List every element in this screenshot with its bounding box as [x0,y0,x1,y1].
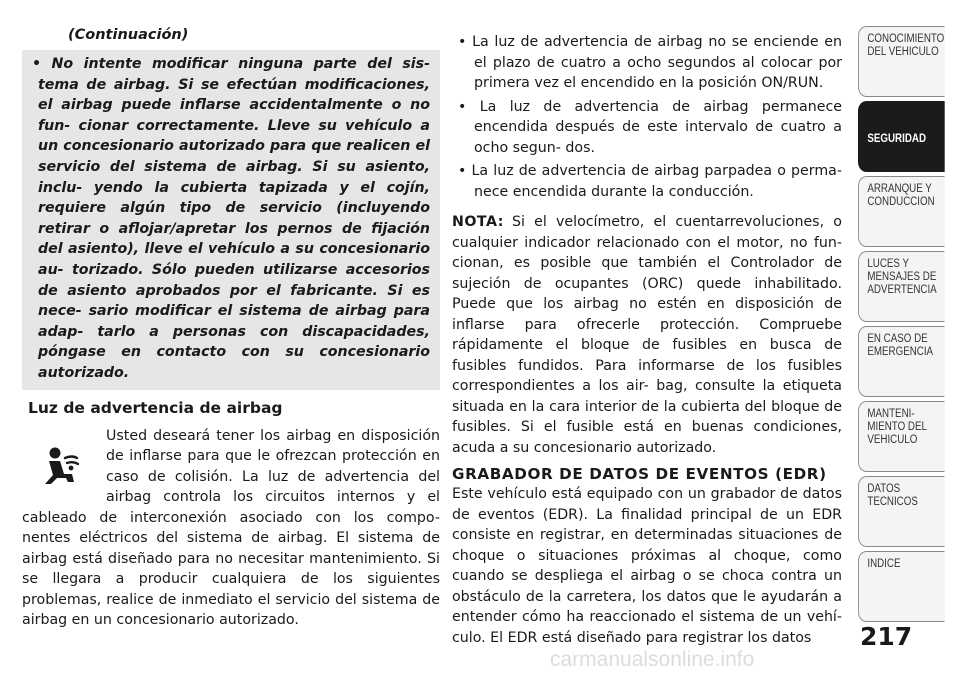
nota-label: NOTA: [452,214,504,230]
bullet-list [452,32,842,202]
page-number: 217 [860,622,913,651]
warning-text: • No intente modificar ninguna parte del sis- tema de airbag. Si se efectúan modificaciones, el airbag puede inflarse accidentalmente o no fun- cionar correctamente. Lleve su vehículo a un concesionario autorizado para que realicen el servicio del sistema de airbag. Si su asiento, inclu- yendo la cubierta tapizada y el cojín, requiere algún tipo de servicio (incluyendo retirar o aflojar/apretar los pernos de fijación del asiento), lleve el vehículo a su concesionario au- torizado. Sólo pueden utilizarse accesorios de asiento aprobados por el fabricante. Si es nece- sario modificar el sistema de airbag para adap- tarlo a personas con discapacidades, póngase en contacto con su concesionario autorizado. [32,56,430,381]
list-item: • La luz de advertencia de airbag permanece encendida después de este intervalo de cuatro a ocho segun- dos. [458,98,842,156]
tab-seguridad[interactable]: SEGURIDAD [858,101,945,172]
nota-text: Si el velocímetro, el cuentarrevoluciones, o cualquier indicador relacionado con el motor, no fun- cionan, es posible que también el Controlador de sujeción de ocupantes (ORC) quede inhabilitado. Puede que los airbag no estén en disposición de inflarse para ofrecerle protección. Compruebe rápidamente el bloque de fusibles en busca de fusibles fundidos. Para informarse de los fusibles correspondientes a los air- bag, consulte la etiqueta situada en la cara interior de la cubierta del bloque de fusibles. Si el fusible está en buenas condiciones, acuda a su concesionario autorizado. [452,214,842,456]
right-column [452,32,842,648]
airbag-warning-icon [22,428,100,506]
edr-heading: GRABADOR DE DATOS DE EVENTOS (EDR) [452,465,827,483]
list-item: • La luz de advertencia de airbag parpadea o perma- nece encendida durante la conducción. [458,163,842,200]
list-item: • La luz de advertencia de airbag no se enciende en el plazo de cuatro a ocho segundos al colocar por primera vez el encendido en la posición ON/RUN. [458,34,842,91]
tab-emergencia[interactable]: EN CASO DE EMERGENCIA [858,326,945,397]
edr-paragraph: Este vehículo está equipado con un grabador de datos de eventos (EDR). La finalidad principal de un EDR consiste en registrar, en determinadas situaciones de choque o situaciones próximas al choque, como cuando se despliega el airbag o se choca contra un obstáculo de la carretera, los datos que le ayudarán a entender cómo ha reaccionado el sistema de un vehí- culo. El EDR está diseñado para registrar los datos [452,486,842,646]
airbag-paragraph [22,426,440,631]
warning-box [22,50,440,390]
tab-arranque[interactable]: ARRANQUE Y CONDUCCION [858,176,945,247]
tab-luces[interactable]: LUCES Y MENSAJES DE ADVERTENCIA [858,251,945,322]
nota-paragraph [452,212,842,458]
airbag-paragraph-text: Usted deseará tener los airbag en disposición de inflarse para que le ofrezcan protección en caso de colisión. La luz de advertencia del airbag controla los circuitos internos y el cableado de interconexión asociado con los compo- nentes eléctricos del sistema de airbag. El sistema de airbag está diseñado para no necesitar mantenimiento. Si se llegara a producir cualquiera de los siguientes problemas, realice de inmediato el servicio del sistema de airbag en un concesionario autorizado. [22,427,440,628]
left-column [22,26,440,631]
watermark: carmanualsonline.info [550,648,755,671]
tab-datos[interactable]: DATOS TECNICOS [858,476,945,547]
tab-indice[interactable]: INDICE [858,551,945,622]
tab-conocimiento[interactable]: CONOCIMIENTO DEL VEHICULO [858,26,945,97]
section-title: Luz de advertencia de airbag [28,398,283,417]
continuation-label: (Continuación) [68,27,189,43]
tab-mantenimiento[interactable]: MANTENI- MIENTO DEL VEHICULO [858,401,945,472]
chapter-tabs [858,26,960,626]
